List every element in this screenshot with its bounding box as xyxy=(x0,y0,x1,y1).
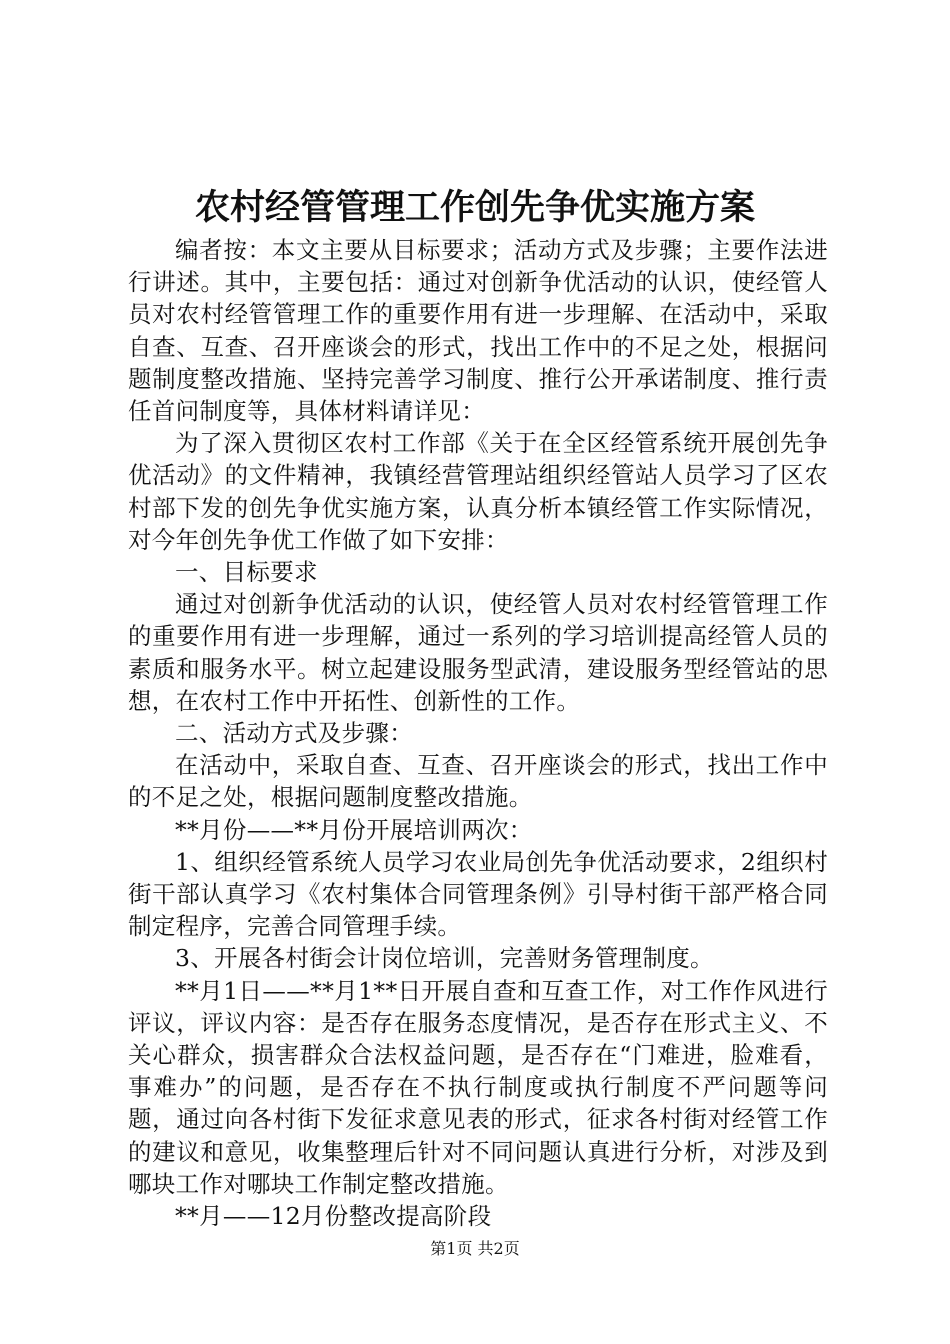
goals-paragraph: 通过对创新争优活动的认识，使经管人员对农村经管管理工作的重要作用有进一步理解，通过一系列的学习培训提高经管人员的素质和服务水平。树立起建设服务型武清，建设服务型经管站的思想，在农村工作中开拓性、创新性的工作。 xyxy=(128,590,828,715)
editor-note-paragraph: 编者按：本文主要从目标要求；活动方式及步骤；主要作法进行讲述。其中，主要包括：通过对创新争优活动的认识，使经管人员对农村经管管理工作的重要作用有进一步理解、在活动中，采取自查、互查、召开座谈会的形式，找出工作中的不足之处，根据问题制度整改措施、坚持完善学习制度、推行公开承诺制度、推行责任首问制度等，具体材料请详见： xyxy=(128,236,828,426)
document-title: 农村经管管理工作创先争优实施方案 xyxy=(194,188,755,228)
training-item-1-paragraph: 1、组织经管系统人员学习农业局创先争优活动要求，2组织村街干部认真学习《农村集体合同管理条例》引导村街干部严格合同制定程序，完善合同管理手续。 xyxy=(128,847,828,941)
document-body xyxy=(128,234,828,1232)
training-item-3-paragraph: 3、开展各村街会计岗位培训，完善财务管理制度。 xyxy=(175,944,714,973)
training-period-paragraph: **月份——**月份开展培训两次： xyxy=(175,815,533,844)
section-heading-steps: 二、活动方式及步骤： xyxy=(175,719,413,748)
page-number-footer: 第1页 共2页 xyxy=(430,1239,520,1258)
intro-paragraph: 为了深入贯彻区农村工作部《关于在全区经管系统开展创先争优活动》的文件精神，我镇经营管理站组织经管站人员学习了区农村部下发的创先争优实施方案，认真分析本镇经管工作实际情况，对今年创先争优工作做了如下安排： xyxy=(128,429,828,554)
section-heading-goals: 一、目标要求 xyxy=(175,558,318,587)
steps-paragraph: 在活动中，采取自查、互查、召开座谈会的形式，找出工作中的不足之处，根据问题制度整改措施。 xyxy=(128,751,828,812)
self-check-paragraph: **月1日——**月1**日开展自查和互查工作，对工作作风进行评议，评议内容：是否存在服务态度情况，是否存在形式主义、不关心群众，损害群众合法权益问题，是否存在“门难进，脸难看，事难办”的问题，是否存在不执行制度或执行制度不严问题等问题，通过向各村街下发征求意见表的形式，征求各村街对经管工作的建议和意见，收集整理后针对不同问题认真进行分析，对涉及到哪块工作对哪块工作制定整改措施。 xyxy=(128,976,828,1198)
rectification-paragraph: **月——12月份整改提高阶段 xyxy=(175,1202,492,1231)
